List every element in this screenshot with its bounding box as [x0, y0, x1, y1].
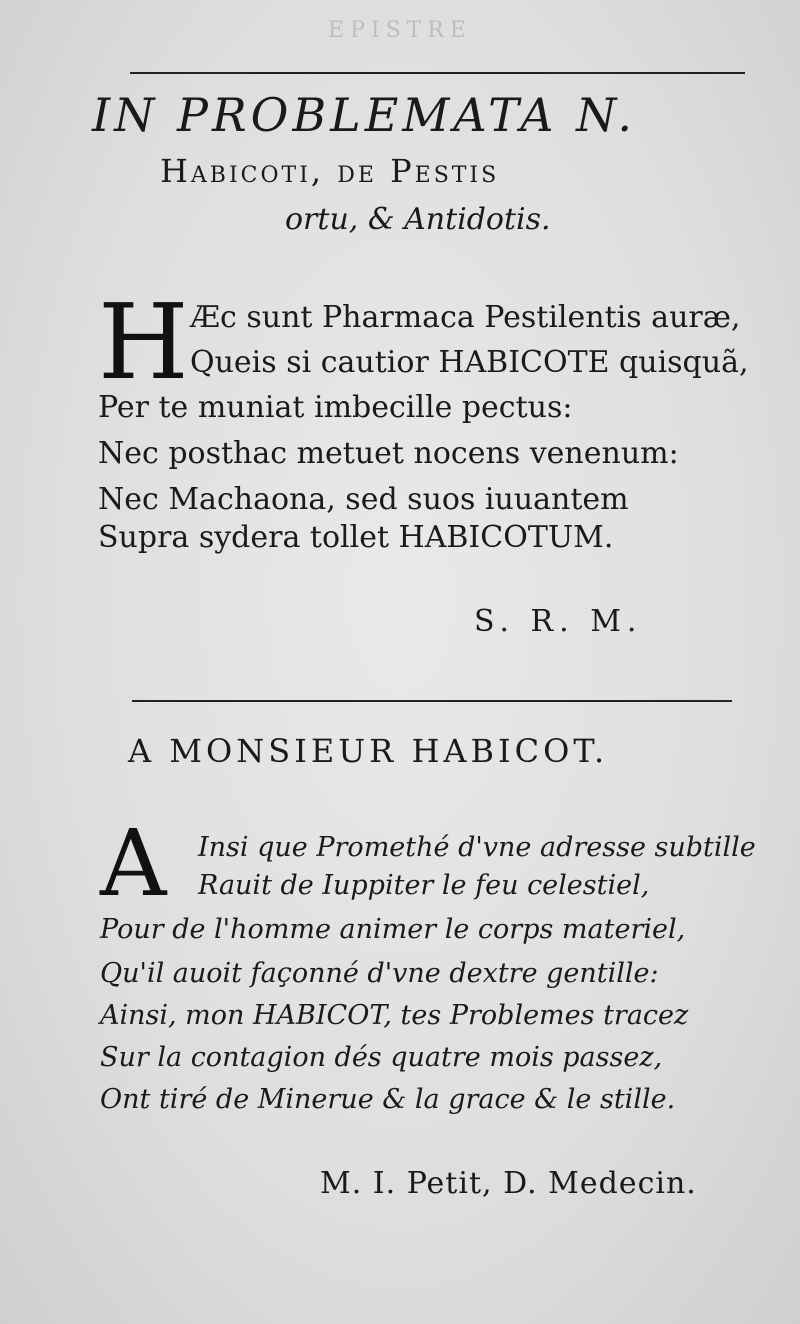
latin-verse-line: Queis si cautior HABICOTE quisquã,	[190, 345, 749, 380]
french-verse-line: Insi que Promethé d'vne adresse subtille	[198, 832, 756, 863]
latin-signature: S. R. M.	[474, 604, 643, 639]
top-rule	[130, 72, 745, 74]
french-verse-line: Rauit de Iuppiter le feu celestiel,	[198, 870, 650, 901]
latin-verse-line: Per te muniat imbecille pectus:	[98, 390, 573, 425]
french-drop-cap: A	[100, 810, 167, 917]
running-head: EPISTRE	[328, 18, 472, 43]
latin-verse-line: Supra sydera tollet HABICOTUM.	[98, 520, 614, 555]
french-verse-line: Ainsi, mon HABICOT, tes Problemes tracez	[100, 1000, 689, 1031]
latin-verse-line: Nec Machaona, sed suos iuuantem	[98, 482, 629, 517]
latin-title-line-1: IN PROBLEMATA N.	[92, 88, 637, 142]
latin-verse-line: Nec posthac metuet nocens venenum:	[98, 436, 679, 471]
french-verse-line: Ont tiré de Minerue & la grace & le stille.	[100, 1084, 676, 1115]
latin-title-line-2: Habicoti, de Pestis	[160, 152, 500, 190]
section-rule	[132, 700, 732, 702]
french-verse-line: Pour de l'homme animer le corps materiel,	[100, 914, 686, 945]
french-heading: A MONSIEUR HABICOT.	[128, 732, 609, 770]
french-verse-line: Sur la contagion dés quatre mois passez,	[100, 1042, 663, 1073]
french-signature: M. I. Petit, D. Medecin.	[320, 1166, 697, 1201]
french-verse-line: Qu'il auoit façonné d'vne dextre gentille:	[100, 958, 659, 989]
latin-verse-line: Æc sunt Pharmaca Pestilentis auræ,	[190, 300, 741, 335]
latin-drop-cap: H	[98, 281, 189, 403]
latin-title-line-3: ortu, & Antidotis.	[285, 202, 551, 237]
